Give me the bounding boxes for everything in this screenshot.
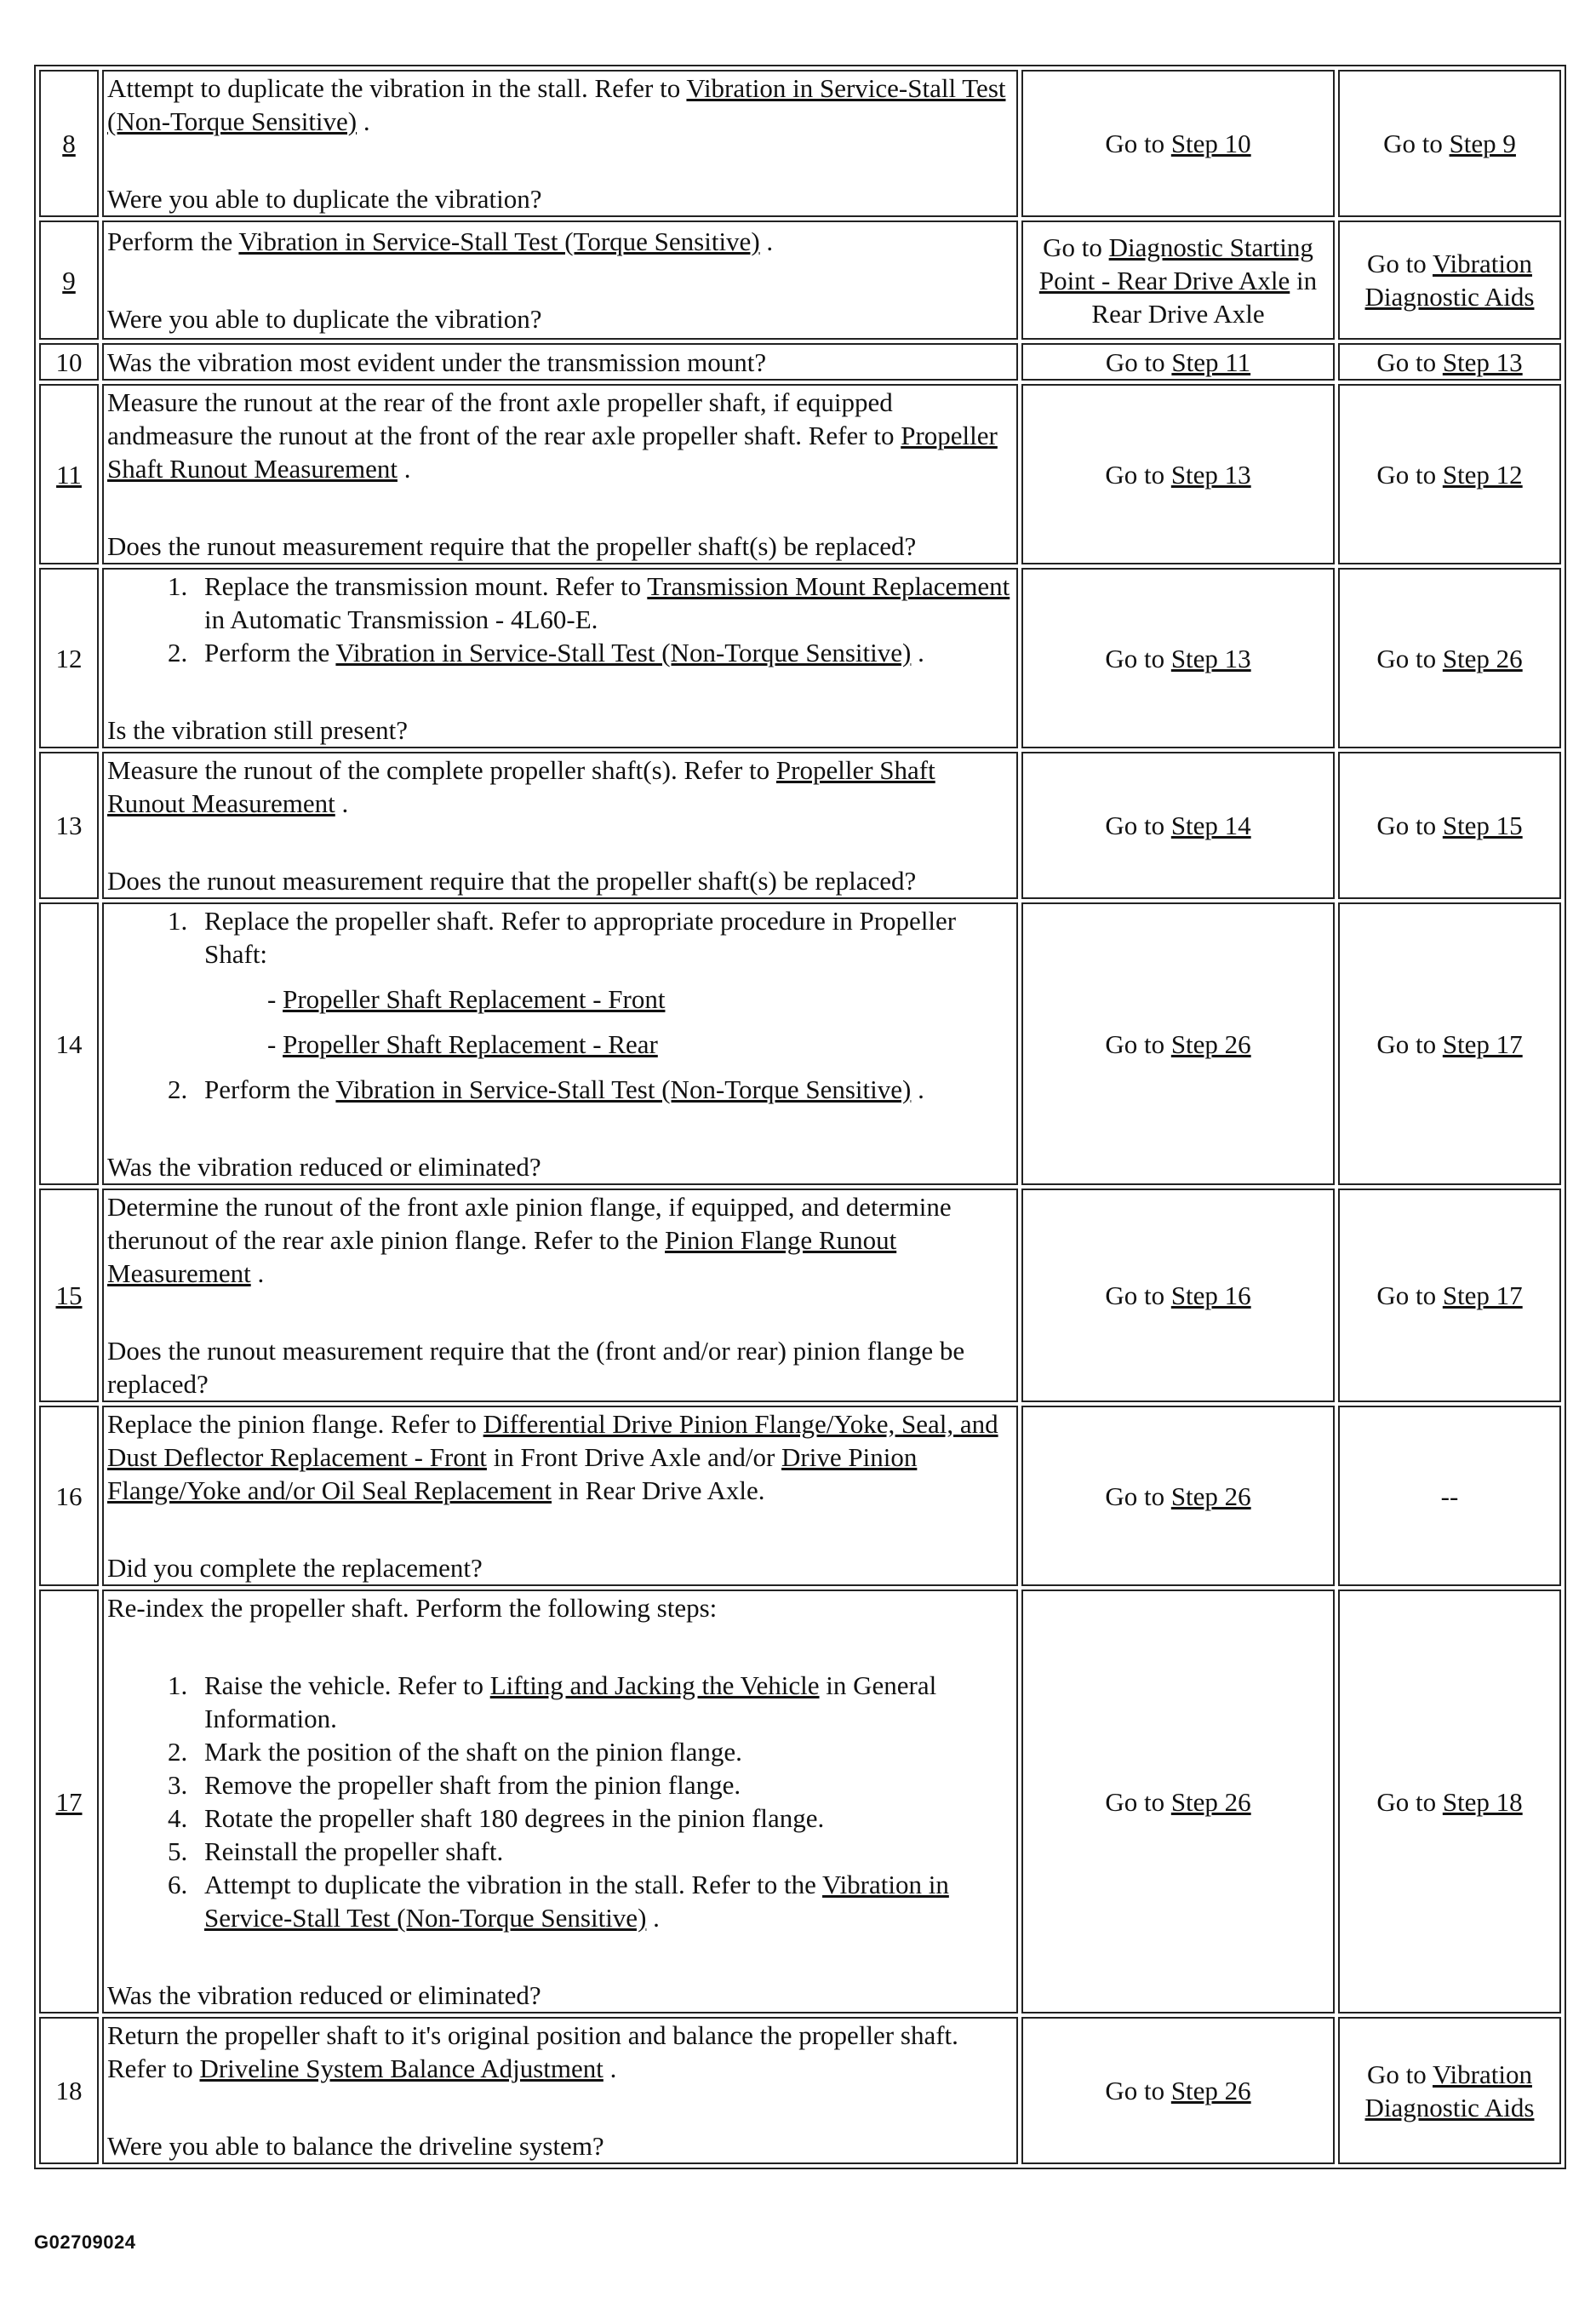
list-item: 2. Mark the position of the shaft on the pinion flange.: [194, 1735, 1013, 1768]
goto-link[interactable]: Step 26: [1170, 2076, 1251, 2105]
goto-link[interactable]: Vibration Diagnostic Aids: [1364, 249, 1535, 312]
no-cell: Go to Step 12: [1338, 384, 1561, 564]
action-cell: [102, 1590, 1018, 2013]
goto-link[interactable]: Step 17: [1442, 1028, 1523, 1059]
action-cell: Attempt to duplicate the vibration in the stall. Refer to Vibration in Service-Stall Test (Non-Torque Sensitive) . Were you able to duplicate the vibration?: [102, 70, 1018, 217]
list-item: 2. Perform the Vibration in Service-Stall Test (Non-Torque Sensitive) .: [194, 1073, 1013, 1106]
list-item: [257, 1028, 1013, 1061]
yes-cell: Go to Step 14: [1021, 752, 1335, 899]
intro-text: Re-index the propeller shaft. Perform the following steps:: [107, 1593, 718, 1623]
step-number[interactable]: 8: [39, 70, 99, 217]
goto-link[interactable]: Step 14: [1170, 811, 1251, 840]
question-text: Does the runout measurement require that the propeller shaft(s) be replaced?: [107, 866, 917, 896]
table-row: [39, 568, 1561, 748]
table-row: [39, 221, 1561, 340]
list-item: 1. Replace the propeller shaft. Refer to appropriate procedure in Propeller Shaft: - Propeller Shaft Replacement - Front - Propeller Shaft Replacement - Rear: [194, 904, 1013, 1061]
yes-cell: Go to Step 13: [1021, 384, 1335, 564]
question-text: Was the vibration most evident under the transmission mount?: [107, 347, 767, 377]
doc-link[interactable]: Vibration in Service-Stall Test (Torque Sensitive): [238, 226, 760, 256]
figure-id: G02709024: [34, 2231, 136, 2253]
goto-link[interactable]: Step 16: [1170, 1280, 1251, 1310]
doc-link[interactable]: Lifting and Jacking the Vehicle: [489, 1670, 820, 1700]
goto-link[interactable]: Step 13: [1170, 459, 1251, 490]
doc-link[interactable]: Vibration in Service-Stall Test (Non-Torque Sensitive): [107, 73, 1006, 136]
yes-cell: Go to Step 16: [1021, 1189, 1335, 1402]
yes-cell: Go to Diagnostic Starting Point - Rear Drive Axle in Rear Drive Axle: [1021, 221, 1335, 340]
step-number: 14: [39, 902, 99, 1185]
doc-link[interactable]: Propeller Shaft Runout Measurement: [107, 755, 935, 818]
doc-link[interactable]: Vibration in Service-Stall Test (Non-Torque Sensitive): [204, 1870, 949, 1933]
step-number: 12: [39, 568, 99, 748]
step-number[interactable]: 15: [39, 1189, 99, 1402]
action-cell: [102, 568, 1018, 748]
table-row: [39, 1590, 1561, 2013]
goto-link[interactable]: Step 17: [1442, 1280, 1523, 1310]
question-text: Were you able to balance the driveline system?: [107, 2131, 604, 2161]
table-row: [39, 343, 1561, 381]
question-text: Were you able to duplicate the vibration?: [107, 304, 542, 334]
doc-link[interactable]: Differential Drive Pinion Flange/Yoke, Seal, and Dust Deflector Replacement - Front: [107, 1409, 998, 1472]
list-item: 5. Reinstall the propeller shaft.: [194, 1835, 1013, 1868]
no-cell: Go to Step 17: [1338, 902, 1561, 1185]
goto-link[interactable]: Vibration Diagnostic Aids: [1364, 2059, 1535, 2122]
goto-link[interactable]: Step 26: [1170, 1786, 1251, 1817]
step-number: 18: [39, 2017, 99, 2164]
question-text: Does the runout measurement require that the propeller shaft(s) be replaced?: [107, 531, 917, 561]
no-cell: Go to Vibration Diagnostic Aids: [1338, 2017, 1561, 2164]
goto-link[interactable]: Step 12: [1442, 459, 1523, 490]
table-row: [39, 2017, 1561, 2164]
no-cell: --: [1338, 1406, 1561, 1586]
yes-cell: Go to Step 26: [1021, 2017, 1335, 2164]
yes-cell: Go to Step 10: [1021, 70, 1335, 217]
step-number: 10: [39, 343, 99, 381]
no-cell: Go to Vibration Diagnostic Aids: [1338, 221, 1561, 340]
action-cell: Measure the runout at the rear of the front axle propeller shaft, if equipped andmeasure the runout at the front of the rear axle propeller shaft. Refer to Propeller Shaft Runout Measurement . Does the runout measurement require that the propeller shaft(s) be replaced?: [102, 384, 1018, 564]
action-cell: Perform the Vibration in Service-Stall Test (Torque Sensitive) . Were you able to duplicate the vibration?: [102, 221, 1018, 340]
doc-link[interactable]: Driveline System Balance Adjustment: [199, 2054, 604, 2083]
step-number[interactable]: 9: [39, 221, 99, 340]
list-item: 3. Remove the propeller shaft from the pinion flange.: [194, 1768, 1013, 1802]
question-text: Were you able to duplicate the vibration?: [107, 184, 542, 214]
question-text: Was the vibration reduced or eliminated?: [107, 1152, 541, 1182]
action-cell: [102, 343, 1018, 381]
goto-link[interactable]: Step 13: [1170, 643, 1251, 673]
action-cell: Measure the runout of the complete propeller shaft(s). Refer to Propeller Shaft Runout Measurement . Does the runout measurement require that the propeller shaft(s) be replaced?: [102, 752, 1018, 899]
question-text: Was the vibration reduced or eliminated?: [107, 1980, 541, 2010]
yes-cell: Go to Step 26: [1021, 1406, 1335, 1586]
action-cell: Replace the pinion flange. Refer to Differential Drive Pinion Flange/Yoke, Seal, and Dust Deflector Replacement - Front in Front Drive Axle and/or Drive Pinion Flange/Yoke and/or Oil Seal Replacement in Rear Drive Axle. Did you complete the replacement?: [102, 1406, 1018, 1586]
diagnostic-table-container: [34, 65, 1566, 2169]
step-number[interactable]: 17: [39, 1590, 99, 2013]
list-item: 4. Rotate the propeller shaft 180 degrees in the pinion flange.: [194, 1802, 1013, 1835]
action-cell: Determine the runout of the front axle pinion flange, if equipped, and determine therunout of the rear axle pinion flange. Refer to the Pinion Flange Runout Measurement . Does the runout measurement require that the (front and/or rear) pinion flange be replaced?: [102, 1189, 1018, 1402]
step-number[interactable]: 11: [39, 384, 99, 564]
action-cell: Return the propeller shaft to it's original position and balance the propeller shaft. Refer to Driveline System Balance Adjustment . Were you able to balance the driveline system?: [102, 2017, 1018, 2164]
table-row: [39, 1189, 1561, 1402]
doc-link[interactable]: Vibration in Service-Stall Test (Non-Torque Sensitive): [335, 1074, 912, 1104]
no-cell: Go to Step 18: [1338, 1590, 1561, 2013]
goto-link[interactable]: Step 18: [1442, 1786, 1523, 1817]
procedure-list: [107, 904, 1013, 1106]
goto-link[interactable]: Step 26: [1170, 1028, 1251, 1059]
diagnostic-table: [34, 65, 1566, 2169]
goto-link[interactable]: Diagnostic Starting Point - Rear Drive Axle: [1038, 232, 1313, 295]
no-cell: Go to Step 17: [1338, 1189, 1561, 1402]
no-cell: Go to Step 13: [1338, 343, 1561, 381]
goto-link[interactable]: Step 9: [1449, 129, 1516, 158]
question-text: Is the vibration still present?: [107, 715, 408, 745]
goto-link[interactable]: Step 10: [1170, 129, 1251, 158]
doc-link[interactable]: Pinion Flange Runout Measurement: [107, 1225, 897, 1288]
question-text: Did you complete the replacement?: [107, 1553, 483, 1583]
doc-link[interactable]: Transmission Mount Replacement: [647, 571, 1010, 601]
goto-link[interactable]: Step 26: [1442, 643, 1523, 673]
step-number: 16: [39, 1406, 99, 1586]
yes-cell: Go to Step 26: [1021, 1590, 1335, 2013]
step-number: 13: [39, 752, 99, 899]
no-cell: Go to Step 26: [1338, 568, 1561, 748]
table-row: [39, 1406, 1561, 1586]
yes-cell: Go to Step 11: [1021, 343, 1335, 381]
doc-link[interactable]: Vibration in Service-Stall Test (Non-Torque Sensitive): [335, 638, 912, 667]
no-cell: Go to Step 9: [1338, 70, 1561, 217]
doc-link[interactable]: Propeller Shaft Replacement - Rear: [283, 1029, 658, 1059]
list-item: 2. Perform the Vibration in Service-Stall Test (Non-Torque Sensitive) .: [194, 636, 1013, 669]
procedure-list: [107, 570, 1013, 669]
goto-link[interactable]: Step 11: [1171, 347, 1251, 377]
list-item: 1. Raise the vehicle. Refer to Lifting and Jacking the Vehicle in General Information.: [194, 1669, 1013, 1735]
list-item: 1. Replace the transmission mount. Refer to Transmission Mount Replacement in Automatic Transmission - 4L60-E.: [194, 570, 1013, 636]
yes-cell: Go to Step 13: [1021, 568, 1335, 748]
question-text: Does the runout measurement require that the (front and/or rear) pinion flange be replaced?: [107, 1336, 965, 1399]
sub-list: [204, 982, 1013, 1061]
action-cell: [102, 902, 1018, 1185]
table-row: [39, 384, 1561, 564]
table-row: [39, 902, 1561, 1185]
procedure-list: [107, 1669, 1013, 1934]
table-row: [39, 752, 1561, 899]
goto-link[interactable]: Step 26: [1170, 1481, 1251, 1511]
list-item: 6. Attempt to duplicate the vibration in the stall. Refer to the Vibration in Service-Stall Test (Non-Torque Sensitive) .: [194, 1868, 1013, 1934]
goto-link[interactable]: Step 15: [1442, 811, 1523, 840]
goto-link[interactable]: Step 13: [1442, 347, 1523, 377]
no-cell: Go to Step 15: [1338, 752, 1561, 899]
table-row: [39, 70, 1561, 217]
list-item: [257, 982, 1013, 1016]
yes-cell: Go to Step 26: [1021, 902, 1335, 1185]
doc-link[interactable]: Propeller Shaft Runout Measurement: [107, 421, 998, 484]
doc-link[interactable]: Propeller Shaft Replacement - Front: [283, 984, 666, 1014]
doc-link[interactable]: Drive Pinion Flange/Yoke and/or Oil Seal Replacement: [107, 1442, 918, 1505]
